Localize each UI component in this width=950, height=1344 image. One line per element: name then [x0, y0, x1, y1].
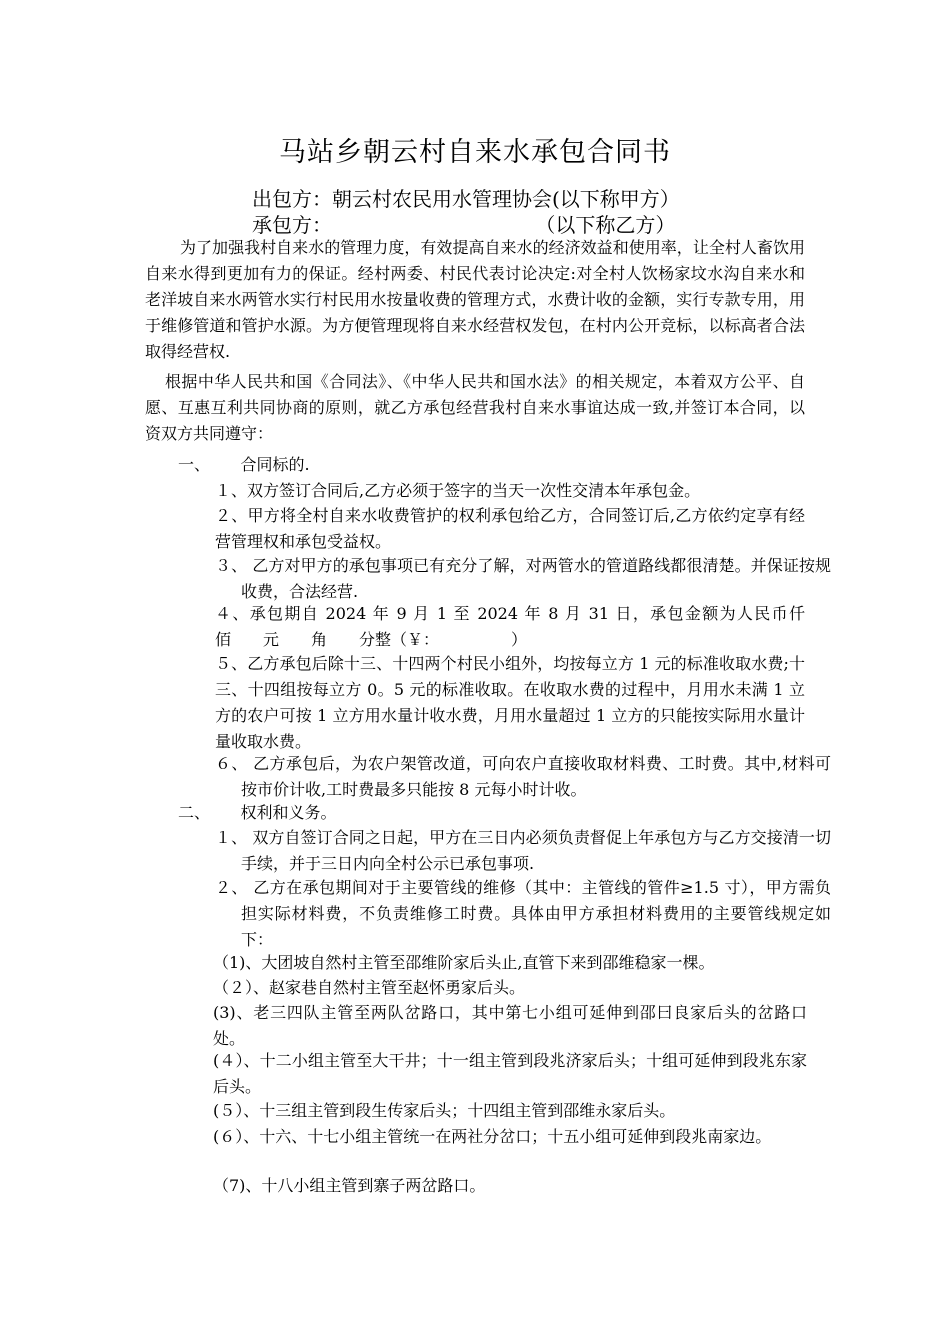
- pipeline-item: (６）、十六、十七小组主管统一在两社分岔口；十五小组可延伸到段兆南家边。: [213, 1127, 772, 1146]
- clause-item: ２、甲方将全村自来水收费管护的权利承包给乙方，合同签订后,乙方依约定享有经营管理权和承包受益权。: [215, 506, 805, 551]
- intro-paragraph: 根据中华人民共和国《合同法》、《中华人民共和国水法》的相关规定，本着双方公平、自愿、互惠互利共同协商的原则，就乙方承包经营我村自来水事谊达成一致,并签订本合同，以资双方共同遵守：: [145, 372, 805, 443]
- pipeline-item: (3)、老三四队主管至两队岔路口，其中第七小组可延伸到邵曰良家后头的岔路口处。: [213, 1003, 807, 1048]
- section-heading: 一、 合同标的.: [178, 455, 310, 474]
- clause-item: １、 双方自签订合同之日起，甲方在三日内必须负责督促上年承包方与乙方交接清一切手续，并于三日内向全村公示已承包事项.: [215, 828, 831, 873]
- pipeline-item: (５）、十三组主管到段生传家后头；十四组主管到邵维永家后头。: [213, 1101, 676, 1120]
- document-title: 马站乡朝云村自来水承包合同书: [279, 137, 671, 168]
- clause-item: １、双方签订合同后,乙方必须于签字的当天一次性交清本年承包金。: [215, 481, 701, 500]
- pipeline-item: （1)、大团坡自然村主管至邵维阶家后头止,直管下来到邵维稳家一棵。: [213, 953, 715, 972]
- pipeline-item: (４）、十二小组主管至大干井；十一组主管到段兆济家后头；十组可延伸到段兆东家后头。: [213, 1051, 807, 1096]
- clause-item: ３、 乙方对甲方的承包事项已有充分了解，对两管水的管道路线都很清楚。并保证按规收费，合法经营.: [215, 556, 831, 601]
- clause-item: ６、 乙方承包后，为农户架管改道，可向农户直接收取材料费、工时费。其中,材料可按市价计收,工时费最多只能按 8 元每小时计收。: [215, 754, 831, 799]
- party-a-line: 出包方：朝云村农民用水管理协会(以下称甲方）: [252, 187, 680, 211]
- pipeline-item: （7)、十八小组主管到寨子两岔路口。: [213, 1176, 486, 1195]
- clause-item: ５、乙方承包后除十三、十四两个村民小组外，均按每立方 1 元的标准收取水费;十三、十四组按每立方 0。5 元的标准收取。在收取水费的过程中，月用水未满 1 立方的农户可按 1 立方用水量计收水费，月用水量超过 1 立方的只能按实际用水量计量收取水费。: [215, 654, 805, 751]
- pipeline-item: （２）、赵家巷自然村主管至赵怀勇家后头。: [213, 978, 526, 997]
- intro-paragraph: 为了加强我村自来水的管理力度，有效提高自来水的经济效益和使用率，让全村人畜饮用自来水得到更加有力的保证。经村两委、村民代表讨论决定:对全村人饮杨家坟水沟自来水和老洋坡自来水两管水实行村民用水按量收费的管理方式，水费计收的金额，实行专款专用，用于维修管道和管护水源。为方便管理现将自来水经营权发包，在村内公开竞标，以标高者合法取得经营权.: [145, 238, 805, 361]
- section-heading: 二、 权利和义务。: [178, 803, 337, 822]
- party-b-line: 承包方： （以下称乙方）: [252, 213, 676, 237]
- clause-item: ２、 乙方在承包期间对于主要管线的维修（其中：主管线的管件≥1.5 寸），甲方需负担实际材料费，不负责维修工时费。具体由甲方承担材料费用的主要管线规定如下：: [215, 878, 831, 949]
- clause-item: ４、承包期自 2024 年 9 月 1 至 2024 年 8 月 31 日，承包金额为人民币仟 佰 元 角 分整（￥： ）: [215, 604, 838, 649]
